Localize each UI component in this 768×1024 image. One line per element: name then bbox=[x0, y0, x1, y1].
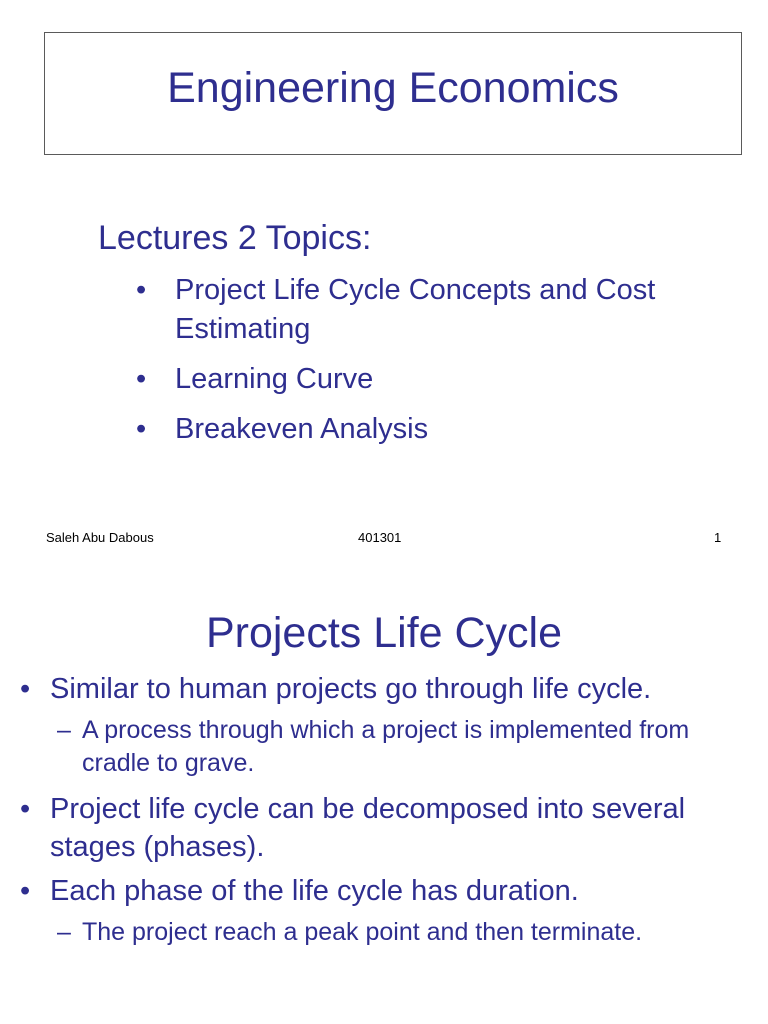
bullet-icon: • bbox=[20, 793, 31, 825]
slide-title: Projects Life Cycle bbox=[205, 609, 563, 657]
slide-title: Engineering Economics bbox=[167, 64, 619, 112]
bullet-text: Project life cycle can be decomposed into several stages (phases). bbox=[50, 793, 686, 863]
dash-icon: – bbox=[57, 716, 71, 744]
topic-text: Learning Curve bbox=[175, 363, 374, 395]
sub-bullet-item bbox=[20, 714, 722, 780]
footer-author: Saleh Abu Dabous bbox=[46, 530, 154, 545]
bullet-text: Similar to human projects go through life cycle. bbox=[50, 673, 652, 705]
footer-page-number: 1 bbox=[714, 530, 722, 545]
bullet-item bbox=[20, 872, 750, 910]
topic-item bbox=[136, 271, 736, 349]
bullet-icon: • bbox=[20, 875, 31, 907]
topic-text: Breakeven Analysis bbox=[175, 413, 429, 445]
bullet-item bbox=[20, 670, 750, 708]
sub-bullet-item bbox=[20, 916, 722, 949]
bullet-icon: • bbox=[136, 363, 147, 395]
topic-item bbox=[136, 360, 736, 399]
sub-bullet-text: A process through which a project is implemented from cradle to grave. bbox=[82, 716, 690, 777]
sub-bullet-text: The project reach a peak point and then terminate. bbox=[82, 918, 643, 946]
topic-list bbox=[136, 271, 736, 460]
topic-text: Project Life Cycle Concepts and Cost Estimating bbox=[175, 274, 656, 345]
bullet-icon: • bbox=[136, 274, 147, 306]
bullet-icon: • bbox=[136, 413, 147, 445]
slide-2 bbox=[0, 560, 768, 1024]
dash-icon: – bbox=[57, 918, 71, 946]
bullet-item bbox=[20, 790, 750, 866]
bullet-list bbox=[20, 670, 750, 959]
title-box bbox=[44, 32, 742, 155]
topics-heading: Lectures 2 Topics: bbox=[98, 219, 372, 257]
topic-item bbox=[136, 410, 736, 449]
bullet-text: Each phase of the life cycle has duration. bbox=[50, 875, 579, 907]
bullet-icon: • bbox=[20, 673, 31, 705]
footer-course: 401301 bbox=[358, 530, 402, 545]
